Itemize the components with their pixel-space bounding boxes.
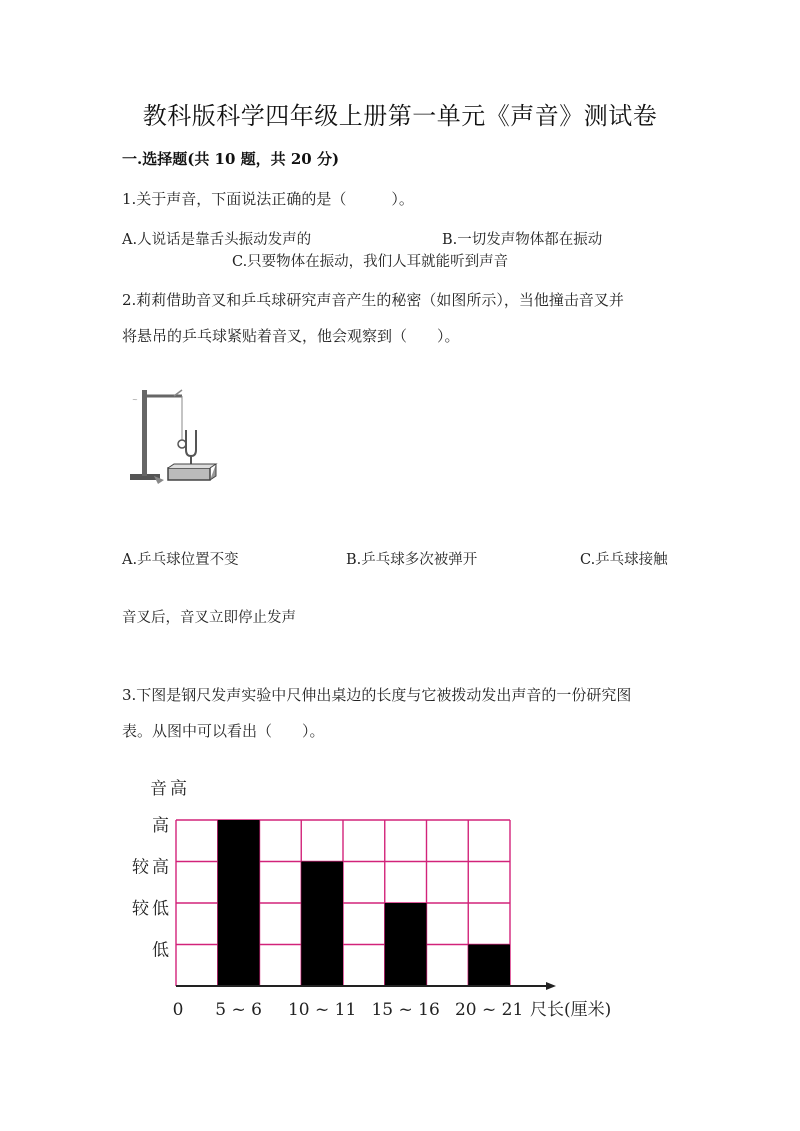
question-3-stem-line2: 表。从图中可以看出（ ）。: [122, 722, 325, 740]
y-tick-label: 较高: [132, 857, 172, 878]
question-2-stem-line2: 将悬吊的乒乓球紧贴着音叉，他会观察到（ ）。: [122, 327, 460, 345]
x-tick-label: 10 ~ 11: [287, 1000, 357, 1020]
question-2-option-c: C.乒乓球接触: [580, 552, 668, 568]
y-tick-label: 高: [152, 815, 172, 836]
x-axis-title: 尺长(厘米): [530, 1000, 612, 1020]
stand-pole: [142, 390, 147, 476]
pitch-vs-ruler-length-chart: [0, 760, 800, 1030]
svg-text:~: ~: [132, 396, 138, 404]
question-3-stem-line1: 3.下图是钢尺发声实验中尺伸出桌边的长度与它被拨动发出声音的一份研究图: [122, 686, 632, 704]
origin-label: 0: [172, 1000, 184, 1020]
section-heading: 一.选择题(共 10 题，共 20 分): [122, 150, 340, 168]
question-2-option-b: B.乒乓球多次被弹开: [346, 552, 478, 568]
question-2-option-a: A.乒乓球位置不变: [122, 552, 239, 568]
bar: [385, 903, 427, 986]
bar: [301, 862, 343, 987]
question-1-option-a: A.人说话是靠舌头振动发声的: [122, 232, 312, 248]
y-tick-label: 低: [152, 940, 172, 961]
question-1-stem: 1.关于声音，下面说法正确的是（ ）。: [122, 190, 414, 208]
question-1-option-b: B.一切发声物体都在振动: [442, 232, 603, 248]
question-2-stem-line1: 2.莉莉借助音叉和乒乓球研究声音产生的秘密（如图所示），当他撞击音叉并: [122, 291, 624, 309]
x-axis-arrow: [546, 982, 556, 990]
question-2-option-c-continued: 音叉后，音叉立即停止发声: [122, 610, 296, 626]
bar: [468, 945, 510, 987]
resonance-box: [168, 468, 210, 480]
tuning-fork: [186, 430, 196, 456]
x-tick-label: 20 ~ 21: [454, 1000, 524, 1020]
tuning-fork-apparatus-figure: [124, 382, 224, 502]
y-tick-label: 较低: [132, 898, 172, 919]
y-axis-title: 音高: [150, 779, 190, 799]
bar: [218, 820, 260, 986]
ping-pong-ball: [178, 440, 186, 448]
page-title: 教科版科学四年级上册第一单元《声音》测试卷: [142, 102, 658, 130]
question-1-option-c: C.只要物体在振动，我们人耳就能听到声音: [232, 254, 509, 270]
x-tick-label: 5 ~ 6: [215, 1000, 262, 1020]
x-tick-label: 15 ~ 16: [371, 1000, 440, 1020]
